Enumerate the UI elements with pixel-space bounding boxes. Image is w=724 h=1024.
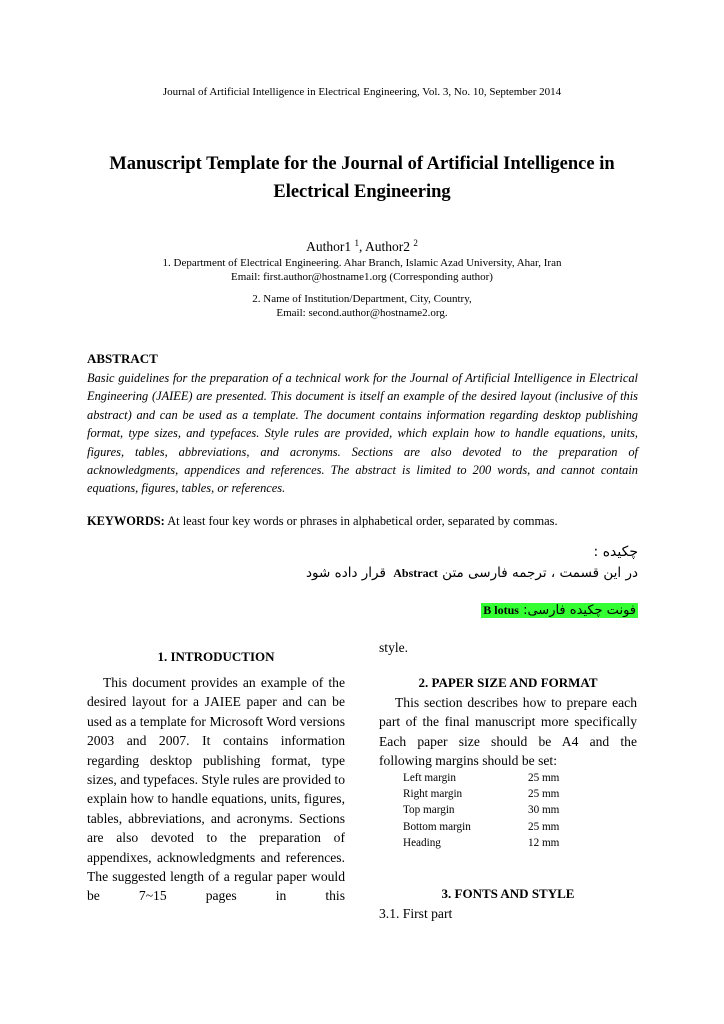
persian-font-note [481, 603, 638, 618]
margin-value: 25 mm [528, 772, 560, 784]
abstract-heading: ABSTRACT [87, 351, 158, 366]
section-1-heading: 1. INTRODUCTION [157, 649, 275, 664]
margin-label: Right margin [403, 788, 463, 801]
author-1-affil-mark: 1 [354, 238, 359, 248]
author-2: Author2 [365, 239, 410, 254]
persian-abstract-line [306, 565, 638, 581]
persian-abstract-heading: چکیده : [593, 544, 638, 560]
affiliation-2-email: Email: second.author@hostname2.org. [276, 307, 448, 319]
affiliation-2-address: 2. Name of Institution/Department, City, Country, [252, 293, 472, 305]
keywords-text: At least four key words or phrases in alphabetical order, separated by commas. [164, 514, 558, 528]
margin-row [403, 802, 559, 818]
margin-row [403, 835, 559, 851]
margins-table [403, 770, 559, 851]
affiliation-2 [0, 292, 724, 320]
affiliation-1 [0, 256, 724, 284]
margin-label: Heading [403, 836, 441, 849]
persian-line-part-2: قرار داده شود [306, 565, 394, 581]
author-list [0, 238, 724, 255]
section-2-text: This section describes how to prepare each part of the final manuscript more specifically Each paper size should be A4 and the following margins should be set: [379, 695, 637, 769]
author-separator: , [358, 239, 365, 254]
section-2-heading: 2. PAPER SIZE AND FORMAT [418, 675, 598, 690]
margin-value: 25 mm [528, 820, 560, 833]
keywords-label: KEYWORDS: [87, 514, 165, 528]
section-3-1-subheading: 3.1. First part [379, 906, 453, 921]
persian-font-name: B lotus [483, 603, 519, 617]
title-line-2: Electrical Engineering [273, 182, 451, 202]
paper-title [60, 150, 664, 206]
margin-label: Left margin [403, 772, 456, 784]
margin-label: Top margin [403, 804, 455, 817]
margin-row [403, 786, 559, 802]
persian-line-abstract-word: Abstract [393, 566, 438, 580]
margin-value: 12 mm [528, 836, 560, 849]
running-header: Journal of Artificial Intelligence in Electrical Engineering, Vol. 3, No. 10, September 2014 [162, 86, 562, 98]
section-3-heading: 3. FONTS AND STYLE [441, 886, 575, 901]
author-2-affil-mark: 2 [413, 238, 418, 248]
affiliation-1-address: 1. Department of Electrical Engineering. Ahar Branch, Islamic Azad University, Ahar, Iran [162, 257, 562, 269]
keywords [87, 514, 647, 529]
persian-line-part-1: در این قسمت ، ترجمه فارسی متن [437, 565, 638, 581]
margin-value: 30 mm [528, 804, 560, 817]
author-1: Author1 [306, 239, 352, 254]
persian-font-label: فونت چکیده فارسی: [518, 603, 636, 618]
title-line-1: Manuscript Template for the Journal of Artificial Intelligence in [109, 154, 615, 174]
affiliation-1-email: Email: first.author@hostname1.org (Corresponding author) [231, 271, 493, 283]
section-1-continued-text: style. [379, 640, 409, 655]
margin-row [403, 819, 559, 835]
abstract-text: Basic guidelines for the preparation of a technical work for the Journal of Artificial Intelligence in Electrical Engineering (JAIEE) are presented. This document is itself an example of the desired layout (inclusive of this abstract) and can be used as a template. The document contains information regarding desktop publishing format, type sizes, and typefaces. Style rules are provided, which explain how to handle equations, units, figures, tables, abbreviations, and acronyms. Sections are also devoted to the preparation of acknowledgments, appendices and references. The abstract is limited to 200 words, and cannot contain equations, figures, tables, or references. [87, 371, 638, 496]
margin-label: Bottom margin [403, 820, 471, 833]
margin-value: 25 mm [528, 788, 560, 801]
margin-row [403, 770, 559, 786]
section-1-text: This document provides an example of the desired layout for a JAIEE paper and can be used as a template for Microsoft Word versions 2003 and 2007. It contains information regarding desktop publishing format, type sizes, and typefaces. Style rules are provided to explain how to handle equations, units, figures, tables, abbreviations, and acronyms. Sections are also devoted to the preparation of appendixes, acknowledgments and references. The suggested length of a regular paper would be 7~15 pages in this [87, 675, 345, 904]
